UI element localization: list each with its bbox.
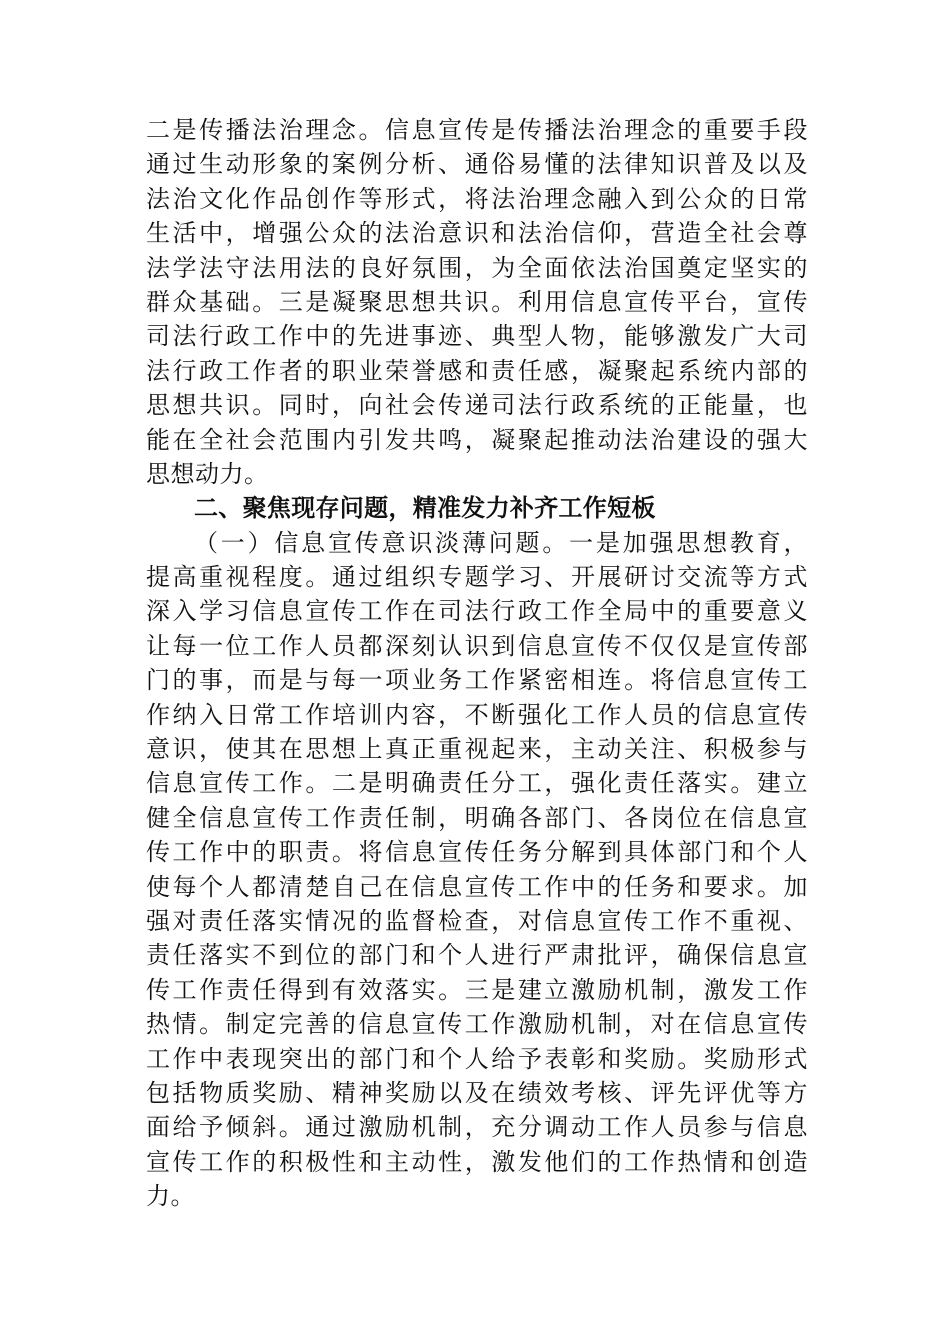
text-line: 面给予倾斜。通过激励机制，充分调动工作人员参与信息 [146,1113,808,1142]
text-line: 包括物质奖励、精神奖励以及在绩效考核、评先评优等方 [146,1078,808,1107]
text-line: 生活中，增强公众的法治意识和法治信仰，营造全社会尊 [146,219,808,248]
text-line: 法学法守法用法的良好氛围，为全面依法治国奠定坚实的 [146,253,808,282]
text-line: 信息宣传工作。二是明确责任分工，强化责任落实。建立 [146,769,808,798]
text-line: 能在全社会范围内引发共鸣，凝聚起推动法治建设的强大 [146,425,808,454]
text-line: （一）信息宣传意识淡薄问题。一是加强思想教育， [194,528,808,557]
text-line: 传工作中的职责。将信息宣传任务分解到具体部门和个人 [146,838,808,867]
text-line: 提高重视程度。通过组织专题学习、开展研讨交流等方式 [146,563,808,592]
section-heading: 二、聚焦现存问题，精准发力补齐工作短板 [194,494,656,523]
text-line: 让每一位工作人员都深刻认识到信息宣传不仅仅是宣传部 [146,631,808,660]
text-line: 宣传工作的积极性和主动性，激发他们的工作热情和创造 [146,1147,808,1176]
text-line: 深入学习信息宣传工作在司法行政工作全局中的重要意义 [146,597,808,626]
body-text [146,113,808,1214]
text-line: 工作中表现突出的部门和个人给予表彰和奖励。奖励形式 [146,1044,808,1073]
text-line: 责任落实不到位的部门和个人进行严肃批评，确保信息宣 [146,941,808,970]
text-line: 门的事，而是与每一项业务工作紧密相连。将信息宣传工 [146,666,808,695]
text-line: 司法行政工作中的先进事迹、典型人物，能够激发广大司 [146,322,808,351]
text-line: 思想动力。 [146,459,269,488]
text-line: 法治文化作品创作等形式，将法治理念融入到公众的日常 [146,184,808,213]
text-line: 热情。制定完善的信息宣传工作激励机制，对在信息宣传 [146,1010,808,1039]
text-line: 通过生动形象的案例分析、通俗易懂的法律知识普及以及 [146,150,808,179]
text-line: 群众基础。三是凝聚思想共识。利用信息宣传平台，宣传 [146,287,808,316]
text-line: 健全信息宣传工作责任制，明确各部门、各岗位在信息宣 [146,803,808,832]
text-line: 二是传播法治理念。信息宣传是传播法治理念的重要手段 [146,116,808,144]
text-line: 作纳入日常工作培训内容，不断强化工作人员的信息宣传 [146,700,808,729]
text-line: 意识，使其在思想上真正重视起来，主动关注、积极参与 [146,735,808,764]
text-line: 思想共识。同时，向社会传递司法行政系统的正能量，也 [146,391,808,420]
text-line: 力。 [146,1182,195,1211]
text-line: 强对责任落实情况的监督检查，对信息宣传工作不重视、 [146,906,808,935]
text-line: 传工作责任得到有效落实。三是建立激励机制，激发工作 [146,975,808,1004]
text-line: 法行政工作者的职业荣誉感和责任感，凝聚起系统内部的 [146,356,808,385]
text-line: 使每个人都清楚自己在信息宣传工作中的任务和要求。加 [146,872,808,901]
